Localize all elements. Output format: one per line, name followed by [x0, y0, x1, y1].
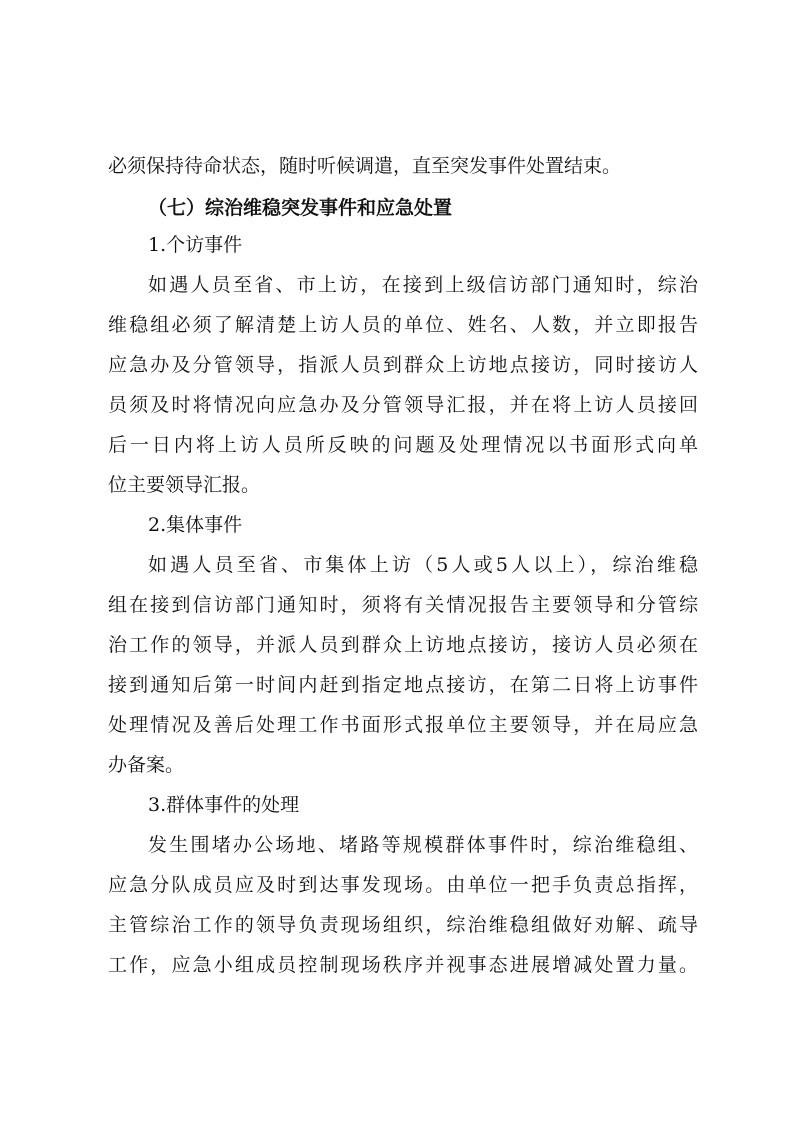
- paragraph-line: 接到通知后第一时间内赶到指定地点接访，在第二日将上访事件: [108, 674, 698, 696]
- section-heading: （七）综治维稳突发事件和应急处置: [148, 197, 453, 219]
- paragraph-line: 必须保持待命状态，随时听候调遣，直至突发事件处置结束。: [108, 155, 622, 177]
- paragraph-line: 位主要领导汇报。: [108, 474, 261, 496]
- paragraph-line: 办备案。: [108, 754, 185, 776]
- paragraph-line: 组在接到信访部门通知时，须将有关情况报告主要领导和分管综: [108, 594, 698, 616]
- paragraph-line: 主管综治工作的领导负责现场组织，综治维稳组做好劝解、疏导: [108, 914, 698, 936]
- paragraph-line: 应急分队成员应及时到达事发现场。由单位一把手负责总指挥，: [108, 874, 698, 896]
- paragraph-line: 员须及时将情况向应急办及分管领导汇报，并在将上访人员接回: [108, 394, 698, 416]
- paragraph-line: 如遇人员至省、市上访，在接到上级信访部门通知时，综治: [148, 274, 698, 296]
- paragraph-line: 如遇人员至省、市集体上访（5人或5人以上），综治维稳: [148, 554, 698, 576]
- paragraph-line: 工作，应急小组成员控制现场秩序并视事态进展增减处置力量。: [108, 954, 698, 976]
- subsection-heading: 3.群体事件的处理: [148, 794, 300, 816]
- paragraph-line: 后一日内将上访人员所反映的问题及处理情况以书面形式向单: [108, 434, 698, 456]
- paragraph-line: 维稳组必须了解清楚上访人员的单位、姓名、人数，并立即报告: [108, 314, 698, 336]
- paragraph-line: 发生围堵办公场地、堵路等规模群体事件时，综治维稳组、: [148, 834, 698, 856]
- paragraph-line: 治工作的领导，并派人员到群众上访地点接访，接访人员必须在: [108, 634, 698, 656]
- paragraph-line: 处理情况及善后处理工作书面形式报单位主要领导，并在局应急: [108, 714, 698, 736]
- paragraph-line: 应急办及分管领导，指派人员到群众上访地点接访，同时接访人: [108, 354, 698, 376]
- subsection-heading: 2.集体事件: [148, 514, 243, 536]
- subsection-heading: 1.个访事件: [148, 234, 243, 256]
